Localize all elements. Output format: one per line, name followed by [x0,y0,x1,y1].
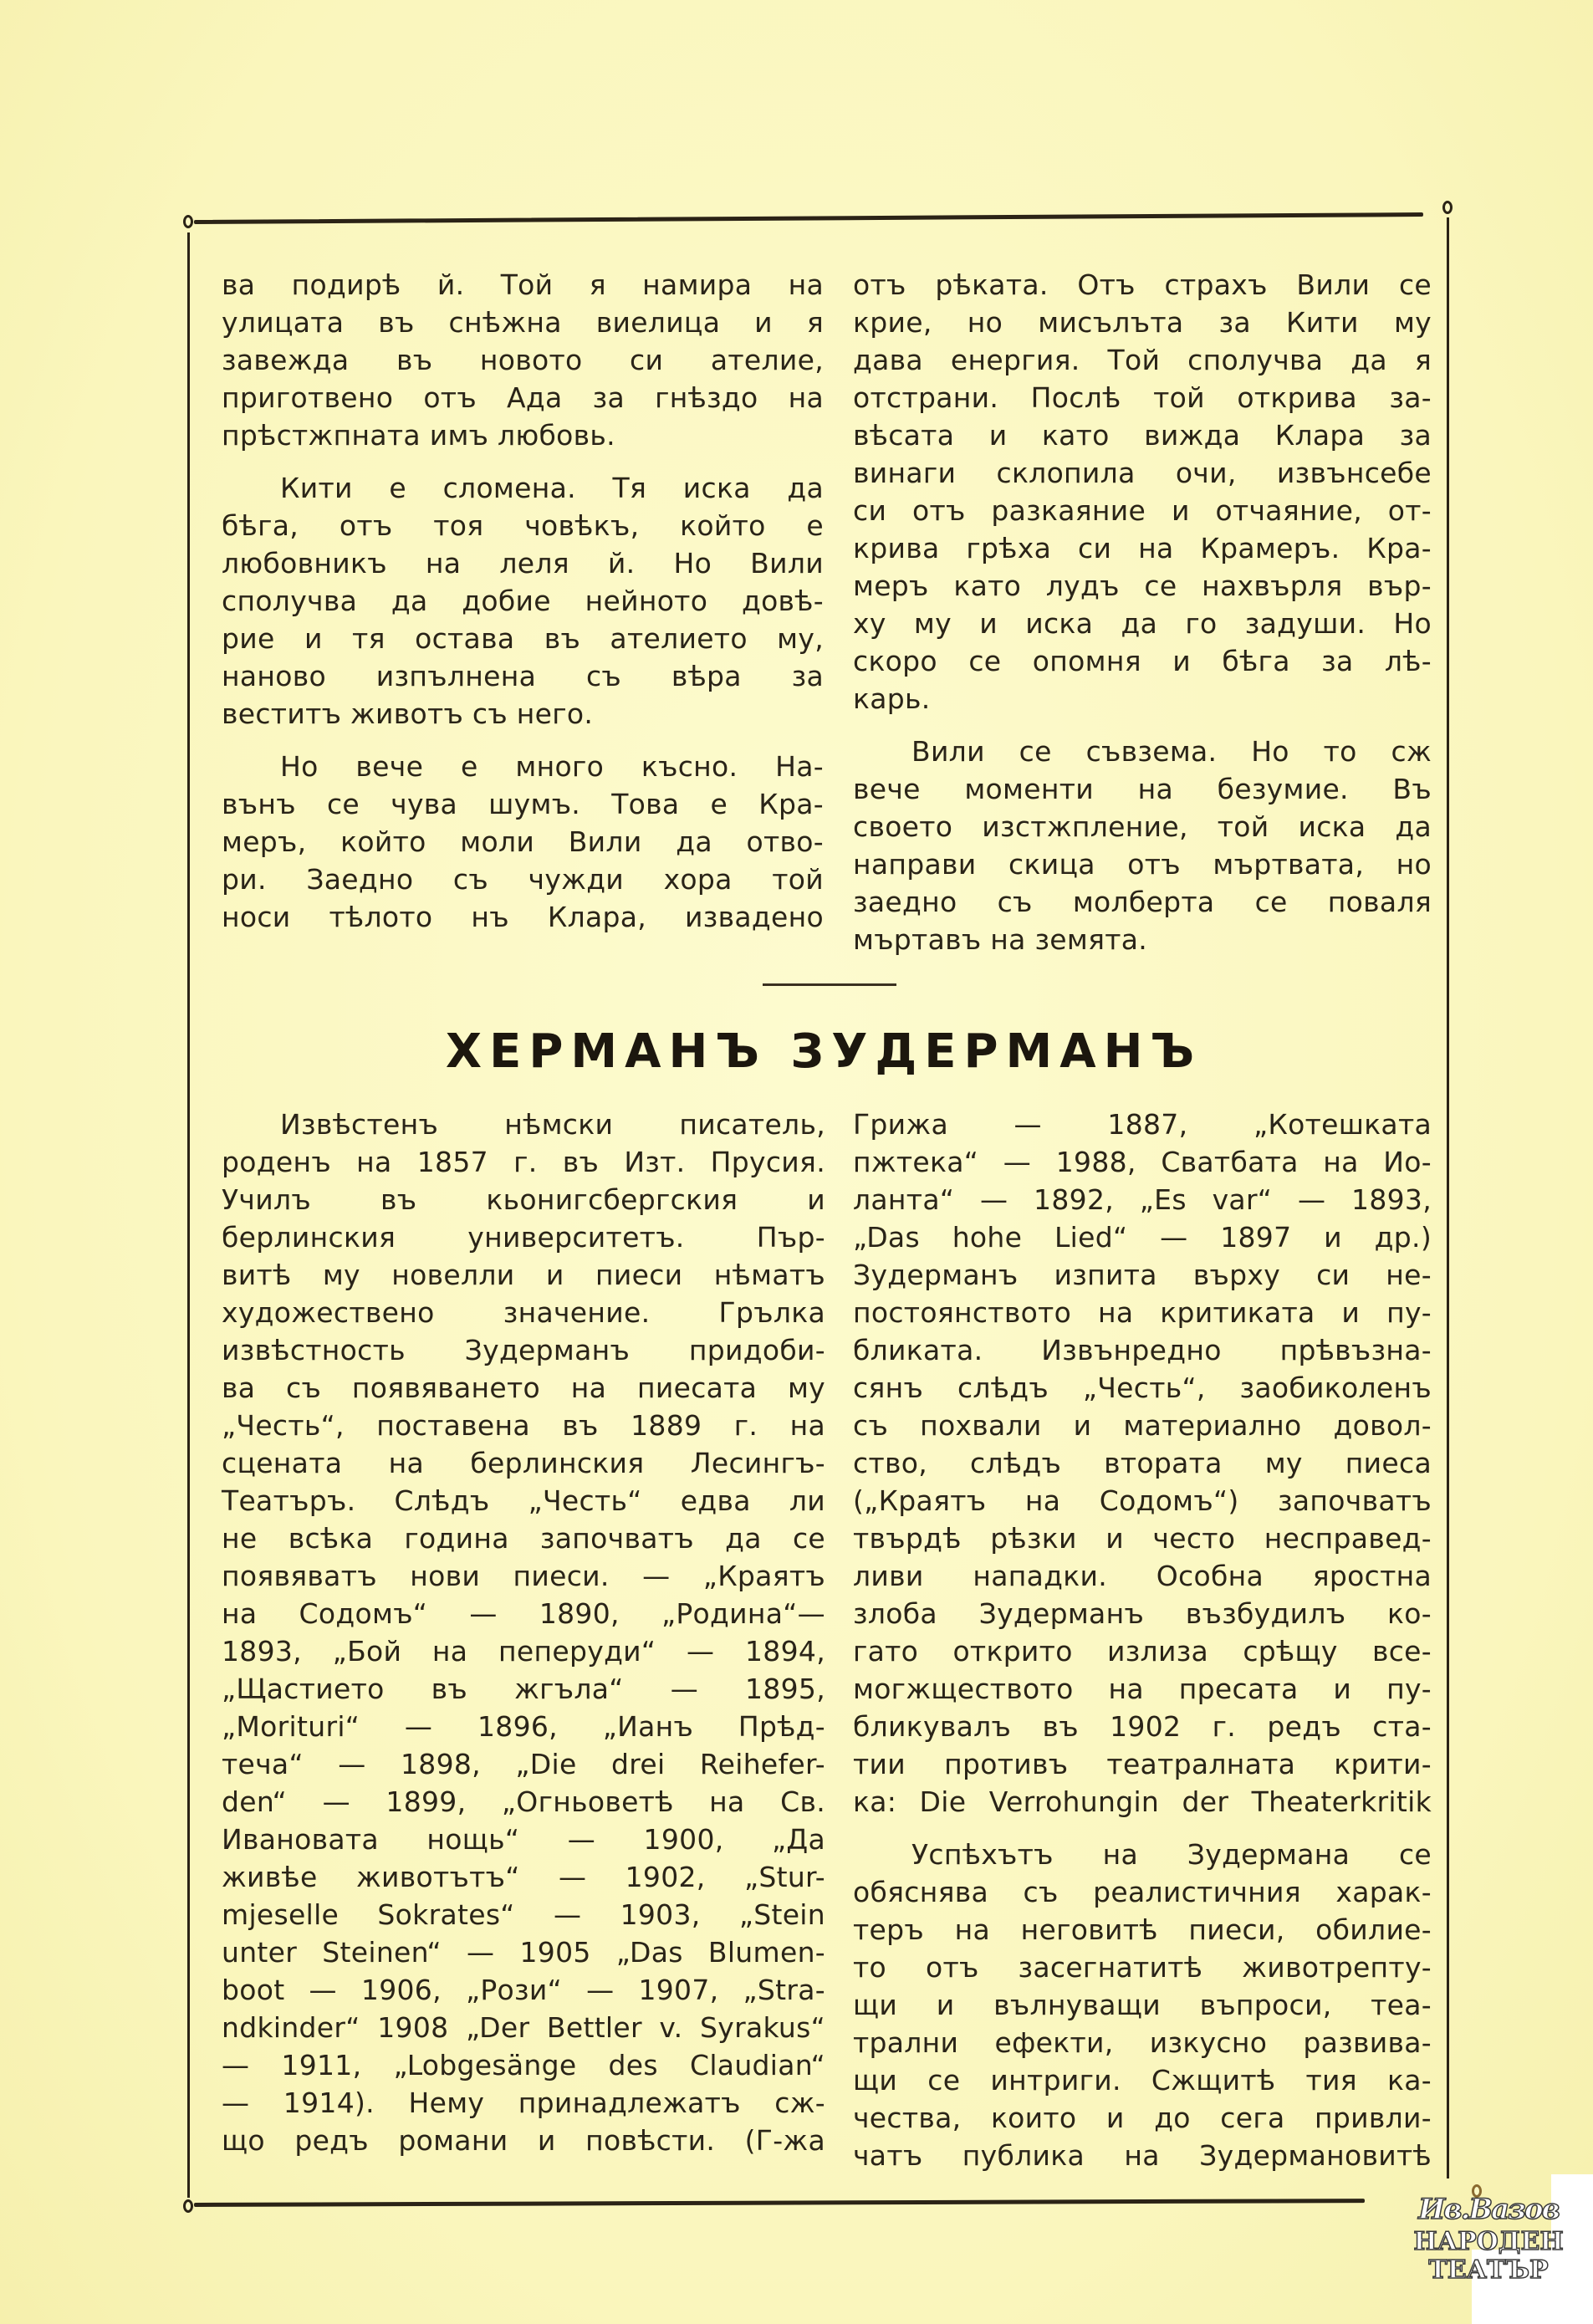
text-line: den“ — 1899, „Огньоветѣ на Св. [222,1785,825,1818]
text-line: обяснява съ реалистичния харак- [853,1876,1432,1908]
text-line: що редъ романи и повѣсти. (Г-жа [222,2124,825,2157]
text-line: Ивановата нощь“ — 1900, „Да [222,1823,825,1856]
text-line: твърдѣ рѣзки и често несправед- [853,1522,1432,1555]
text-line: улицата въ снѣжна виелица и я [222,306,824,339]
text-line: извѣстность Зудерманъ придоби- [222,1334,825,1366]
text-line: вѣсата и като вижда Клара за [853,419,1432,452]
paragraph-gap [222,454,824,469]
text-line: Вили се съвзема. Но то сж [911,735,1432,768]
text-line: сянъ слѣдъ „Честь“, заобиколенъ [853,1371,1432,1404]
text-line: рие и тя остава въ ателието му, [222,622,824,655]
text-line: крива грѣха си на Крамеръ. Кра- [853,532,1432,564]
text-line: ва подирѣ й. Той я намира на [222,268,824,301]
text-line: теръ на неговитѣ пиеси, обилие- [853,1913,1432,1946]
paragraph-gap [853,1821,1432,1836]
text-line: носи тѣлото нъ Клара, извадено [222,901,824,933]
text-line: появяватъ нови пиеси. — „Краятъ [222,1560,825,1592]
text-line: отстрани. Послѣ той открива за- [853,381,1432,414]
text-line: Извѣстенъ нѣмски писатель, [280,1108,825,1141]
text-line: приготвено отъ Ада за гнѣздо на [222,381,824,414]
text-line: дава енергия. Той сполучва да я [853,344,1432,376]
text-line: ство, слѣдъ втората му пиеса [853,1447,1432,1479]
text-line: трални ефекти, изкусно развива- [853,2026,1432,2059]
text-line: 1893, „Бой на пеперуди“ — 1894, [222,1635,825,1668]
text-line: mjeselle Sokrates“ — 1903, „Stein [222,1898,825,1931]
left-rule [187,232,190,2198]
paragraph-gap [222,733,824,748]
text-line: „Щастието въ жгъла“ — 1895, [222,1673,825,1705]
text-line: вече моменти на безумие. Въ [853,773,1432,805]
text-line: — 1914). Нему принадлежатъ сж- [222,2086,825,2119]
logo-signature: Ив.Вазов [1418,2193,1559,2226]
text-line: завежда въ новото си ателие, [222,344,824,376]
text-line: отъ рѣката. Отъ страхъ Вили се [853,268,1432,301]
text-line: то отъ засегнатитѣ животрепту- [853,1951,1432,1984]
text-line: на Содомъ“ — 1890, „Родина“— [222,1597,825,1630]
text-line: ка: Die Verrohungin der Theaterkritik [853,1785,1432,1818]
text-line: „Morituri“ — 1896, „Ианъ Прѣд- [222,1710,825,1743]
text-line: ланта“ — 1892, „Es var“ — 1893, [853,1183,1432,1216]
text-line: крие, но мисълъта за Кити му [853,306,1432,339]
text-line: чества, които и до сега привли- [853,2102,1432,2134]
text-line: ливи нападки. Особна яростна [853,1560,1432,1592]
text-line: Кити е сломена. Тя иска да [280,472,824,504]
text-line: любовникъ на леля й. Но Вили [222,547,824,580]
article-title: ХЕРМАНЪ ЗУДЕРМАНЪ [445,1024,1202,1079]
text-line: ху му и иска да го задуши. Но [853,607,1432,640]
text-line: постоянството на критиката и пу- [853,1296,1432,1329]
paragraph-gap [853,718,1432,733]
text-line: наново изпълнена съ вѣра за [222,660,824,692]
text-line: Училъ въ кьонигсбергския и [222,1183,825,1216]
logo-line-2: ТЕАТЪР [1428,2255,1549,2285]
text-line: витѣ му новелли и пиеси нѣматъ [222,1259,825,1291]
text-line: бѣга, отъ тоя човѣкъ, който е [222,509,824,542]
top-right-ring-ornament [1442,201,1453,214]
text-line: Грижа — 1887, „Котешката [853,1108,1432,1141]
text-line: своето изстжпление, той иска да [853,810,1432,843]
text-line: — 1911, „Lobgesänge des Claudian“ [222,2049,825,2081]
text-line: винаги склопила очи, извънсебе [853,457,1432,489]
text-line: гато открито излиза срѣщу все- [853,1635,1432,1668]
story-left-column [222,266,824,936]
text-line: меръ като лудъ се нахвърля вър- [853,570,1432,602]
text-line: живѣе животътъ“ — 1902, „Stur- [222,1861,825,1893]
text-line: не всѣка година започватъ да се [222,1522,825,1555]
top-left-ring-ornament [183,215,193,228]
text-line: „Das hohe Lied“ — 1897 и др.) [853,1221,1432,1254]
text-line: щи и вълнуващи въпроси, теа- [853,1989,1432,2021]
logo-line-1: НАРОДЕН [1413,2227,1564,2256]
text-line: заедно съ молберта се поваля [853,886,1432,918]
text-line: („Краятъ на Содомъ“) започватъ [853,1484,1432,1517]
text-line: ва съ появяването на пиесата му [222,1371,825,1404]
text-line: Зудерманъ изпита върху си не- [853,1259,1432,1291]
text-line: unter Steinen“ — 1905 „Das Blumen- [222,1936,825,1969]
right-rule [1447,217,1449,2178]
text-line: щи се интриги. Сжщитѣ тия ка- [853,2064,1432,2097]
article-right-column [853,1106,1432,2174]
text-line: вънъ се чува шумъ. Това е Кра- [222,788,824,820]
text-line: си отъ разкаяние и отчаяние, от- [853,494,1432,527]
text-line: сполучва да добие нейното довѣ- [222,585,824,617]
text-line: boot — 1906, „Рози“ — 1907, „Stra- [222,1974,825,2006]
article-left-column [222,1106,825,2159]
text-line: „Честь“, поставена въ 1889 г. на [222,1409,825,1442]
text-line: веститъ животъ съ него. [222,697,594,730]
text-line: прѣстжпната имъ любовь. [222,419,615,452]
text-line: сцената на берлинския Лесингъ- [222,1447,825,1479]
text-line: бликата. Извънредно прѣвъзна- [853,1334,1432,1366]
bottom-left-ring-ornament [183,2199,193,2213]
text-line: ри. Заедно съ чужди хора той [222,863,824,896]
text-line: теча“ — 1898, „Die drei Reihefer- [222,1748,825,1780]
section-divider [763,983,896,986]
text-line: художествено значение. Грълка [222,1296,825,1329]
text-line: ndkinder“ 1908 „Der Bettler v. Syrakus“ [222,2011,825,2044]
text-line: могжществото на пресата и пу- [853,1673,1432,1705]
story-right-column [853,266,1432,958]
text-line: злоба Зудерманъ възбудилъ ко- [853,1597,1432,1630]
text-line: тии противъ театралната крити- [853,1748,1432,1780]
text-line: чатъ публика на Зудермановитѣ [853,2139,1432,2172]
text-line: съ похвали и материално довол- [853,1409,1432,1442]
text-line: берлинския университетъ. Пър- [222,1221,825,1254]
text-line: Театъръ. Слѣдъ „Честь“ едва ли [222,1484,825,1517]
text-line: бликувалъ въ 1902 г. редъ ста- [853,1710,1432,1743]
text-line: мъртавъ на земята. [853,923,1148,956]
text-line: Успѣхътъ на Зудермана се [911,1838,1432,1871]
text-line: пжтека“ — 1988, Сватбата на Ио- [853,1146,1432,1178]
text-line: направи скица отъ мъртвата, но [853,848,1432,881]
text-line: роденъ на 1857 г. въ Изт. Прусия. [222,1146,825,1178]
text-line: меръ, който моли Вили да отво- [222,825,824,858]
text-line: карь. [853,682,931,715]
national-theatre-logo [1413,2191,1564,2316]
text-line: скоро се опомня и бѣга за лѣ- [853,645,1432,677]
text-line: Но вече е много късно. На- [280,750,824,783]
